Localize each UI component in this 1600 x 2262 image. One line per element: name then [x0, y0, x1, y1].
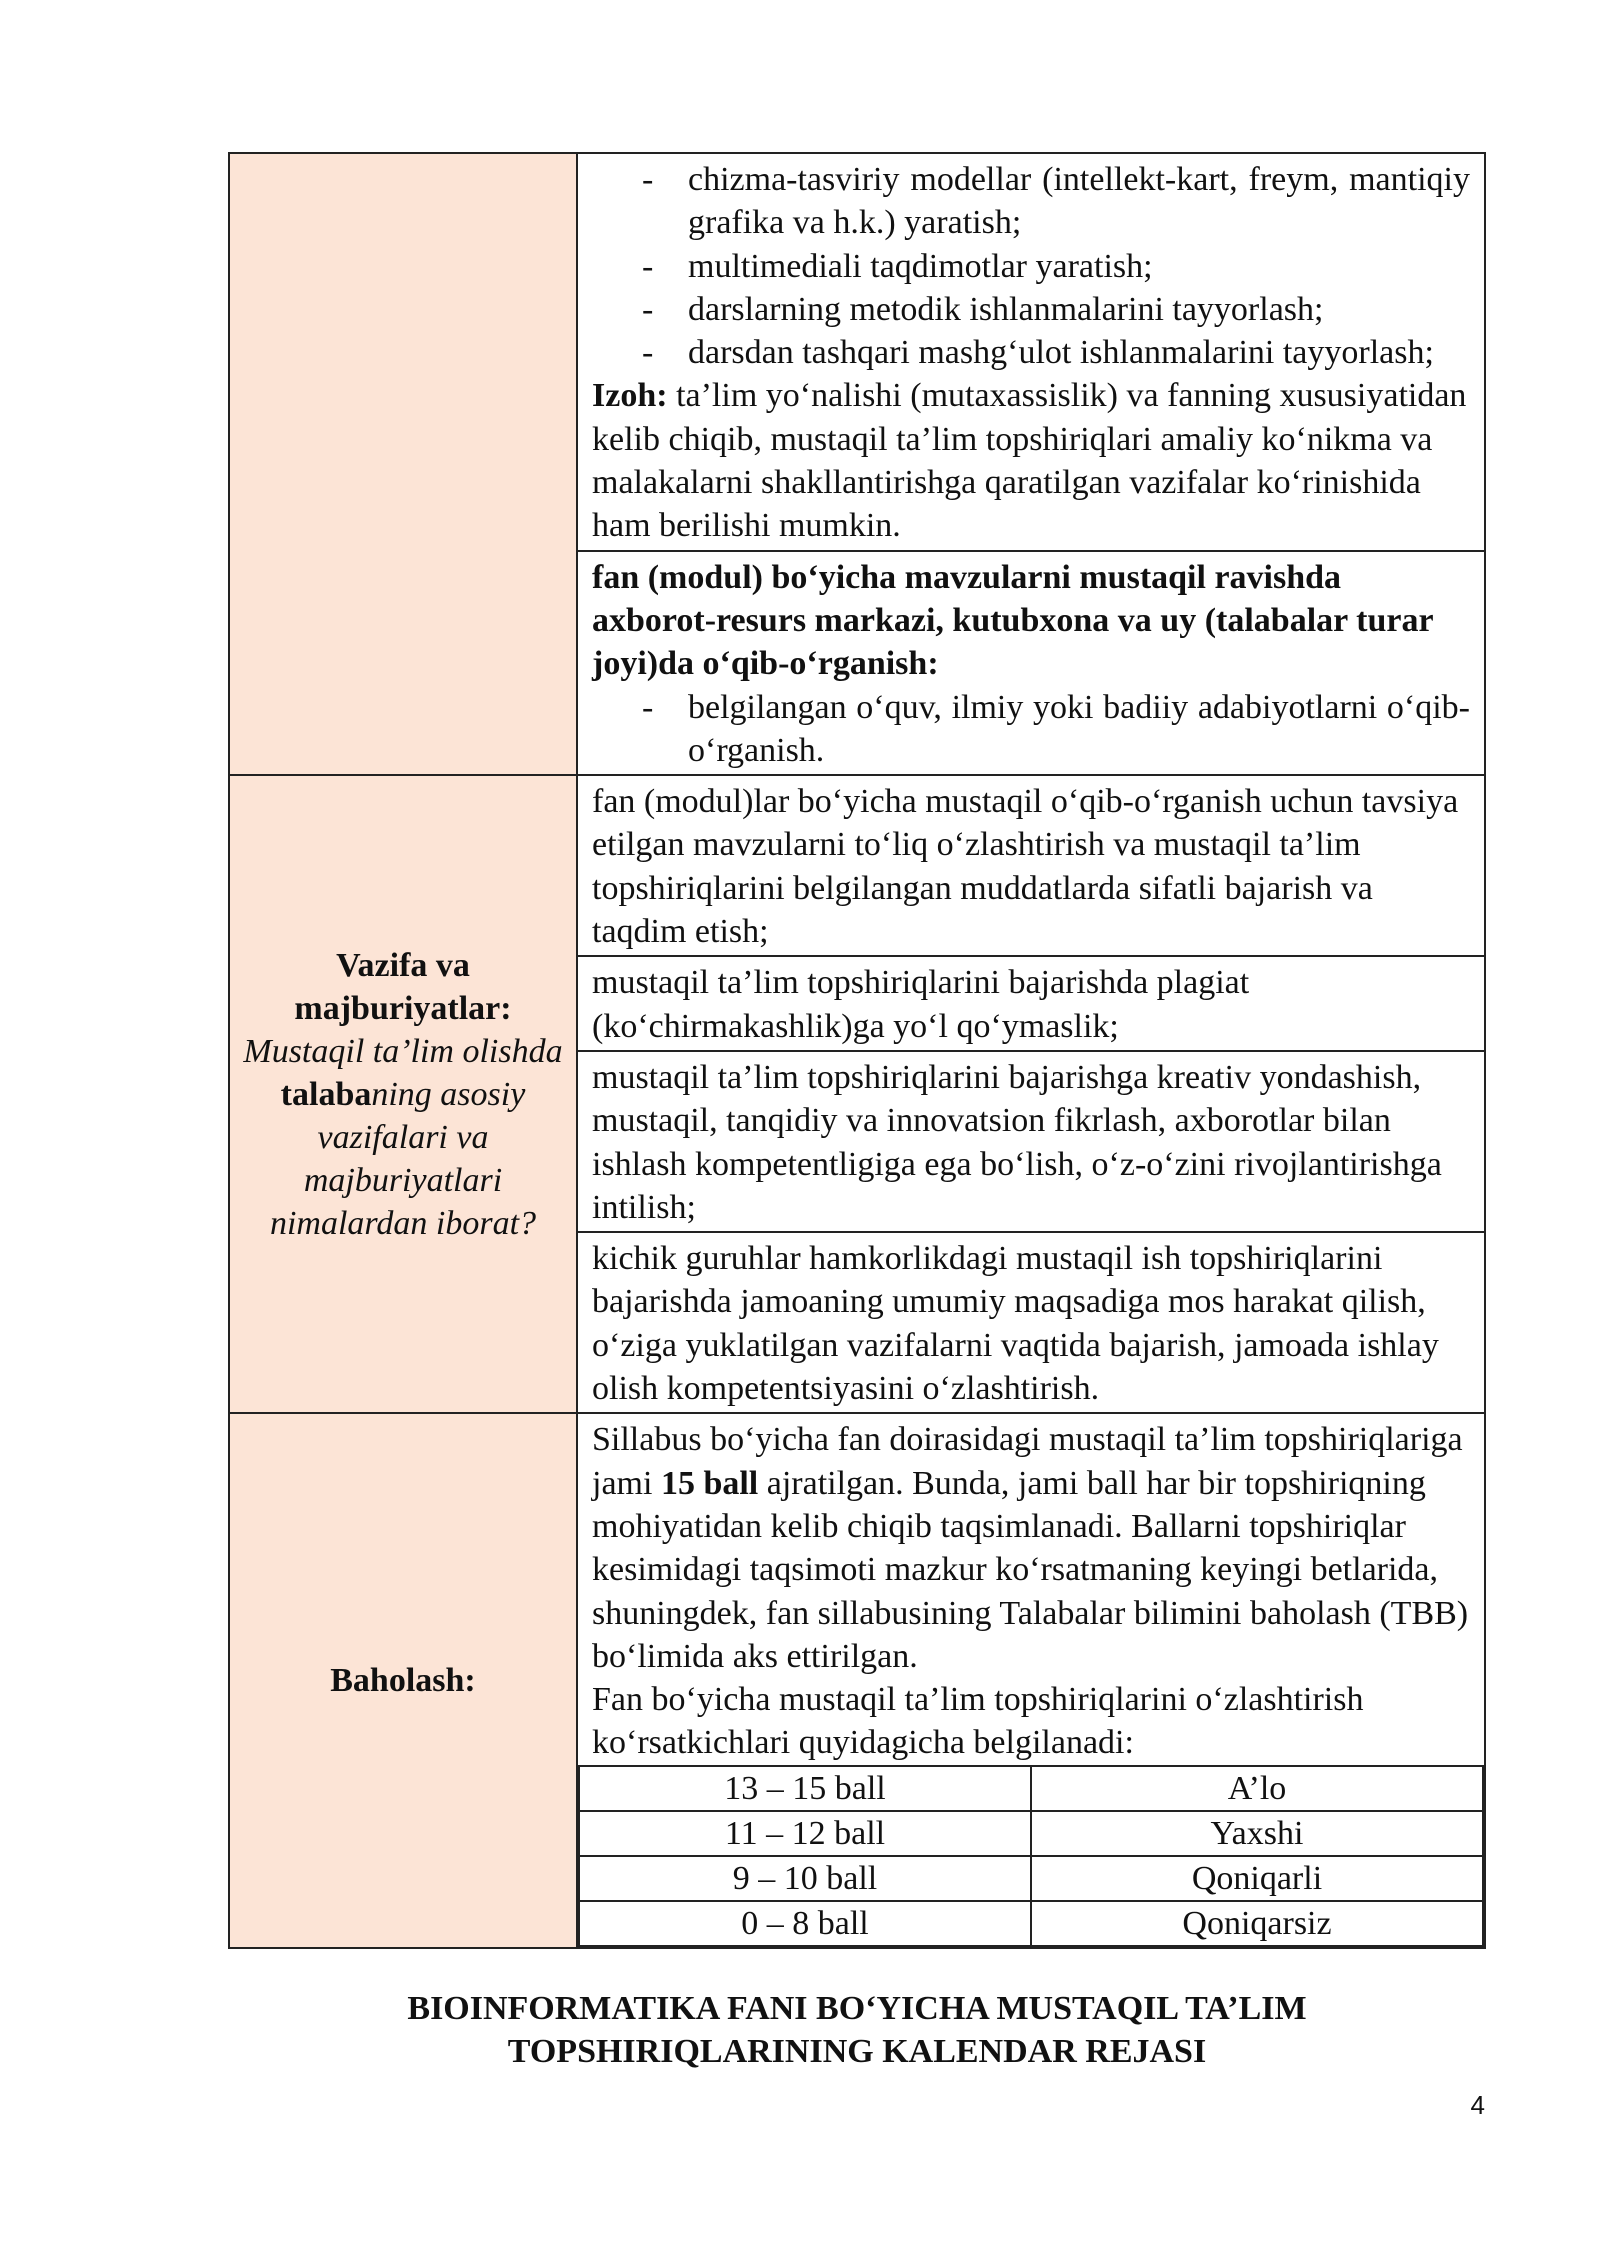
- self-study-cell: [577, 551, 1485, 775]
- note-paragraph: [592, 374, 1470, 547]
- table-row: 9 – 10 ball Qoniqarli: [579, 1856, 1483, 1901]
- duty-row: fan (modul)lar bo‘yicha mustaqil o‘qib-o‘rganish uchun tavsiya etilgan mavzularni to‘liq o‘zlashtirish va mustaqil ta’lim topshiriqlarini belgilangan muddatlarda sifatli bajarish va taqdim etish;: [577, 775, 1485, 956]
- empty-label-cell: [229, 153, 577, 775]
- list-item: - darslarning metodik ishlanmalarini tayyorlash;: [592, 288, 1470, 331]
- note-label: Izoh:: [592, 377, 668, 415]
- grading-title: Baholash:: [330, 1662, 476, 1699]
- grading-cell: [577, 1413, 1485, 1947]
- self-study-heading: fan (modul) bo‘yicha mavzularni mustaqil ravishda axborot-resurs markazi, kutubxona va uy (talabalar turar joyi)da o‘qib-o‘rganish:: [592, 558, 1433, 683]
- grading-label-cell: [229, 1413, 577, 1947]
- duties-label-cell: [229, 775, 577, 1413]
- duty-row: mustaqil ta’lim topshiriqlarini bajarishda plagiat (ko‘chirmakashlik)ga yo‘l qo‘ymaslik;: [577, 956, 1485, 1051]
- duty-row: kichik guruhlar hamkorlikdagi mustaqil ish topshiriqlarini bajarishda jamoaning umumiy maqsadiga mos harakat qilish, o‘ziga yuklatilgan vazifalarni vaqtida bajarish, jamoada ishlay olish kompetentsiyasini o‘zlashtirish.: [577, 1232, 1485, 1413]
- grade-scale-table: [578, 1765, 1484, 1947]
- duty-row: mustaqil ta’lim topshiriqlarini bajarishga kreativ yondashish, mustaqil, tanqidiy va innovatsion fikrlash, axborotlar bilan ishlash kompetentligiga ega bo‘lish, o‘z-o‘zini rivojlantirishga intilish;: [577, 1051, 1485, 1232]
- grading-text: [578, 1414, 1484, 1764]
- page-number: 4: [1470, 2090, 1485, 2120]
- grading-paragraph-2: Fan bo‘yicha mustaqil ta’lim topshiriqlarini o‘zlashtirish ko‘rsatkichlari quyidagicha belgilanadi:: [592, 1681, 1364, 1762]
- table-row: 0 – 8 ball Qoniqarsiz: [579, 1901, 1483, 1946]
- section-heading: BIOINFORMATIKA FANI BO‘YICHA MUSTAQIL TA’LIM TOPSHIRIQLARINING KALENDAR REJASI: [407, 1990, 1307, 2070]
- list-item: - darsdan tashqari mashg‘ulot ishlanmalarini tayyorlash;: [592, 331, 1470, 374]
- table-row: 11 – 12 ball Yaxshi: [579, 1811, 1483, 1856]
- instruction-table: [228, 152, 1486, 1949]
- list-item: - belgilangan o‘quv, ilmiy yoki badiiy adabiyotlarni o‘qib-o‘rganish.: [592, 686, 1470, 773]
- task-list-cell: [577, 153, 1485, 551]
- duties-question: Mustaqil ta’lim olishda talabaning asosiy vazifalari va majburiyatlari nimalardan iborat?: [243, 1032, 563, 1242]
- note-text: ta’lim yo‘nalishi (mutaxassislik) va fanning xususiyatidan kelib chiqib, mustaqil ta’lim topshiriqlari amaliy ko‘nikma va malakalarni shakllantirishga qaratilgan vazifalar ko‘rinishida ham berilishi mumkin.: [592, 377, 1467, 545]
- grading-paragraph: Sillabus bo‘yicha fan doirasidagi mustaqil ta’lim topshiriqlariga jami 15 ball ajratilgan. Bunda, jami ball har bir topshiriqning mohiyatidan kelib chiqib taqsimlanadi. Ballarni topshiriqlar kesimidagi taqsimoti mazkur ko‘rsatmaning keyingi betlarida, shuningdek, fan sillabusining Talabalar bilimini baholash (TBB) bo‘limida aks ettirilgan.: [592, 1421, 1469, 1675]
- list-item: - chizma-tasviriy modellar (intellekt-kart, freym, mantiqiy grafika va h.k.) yaratish;: [592, 158, 1470, 245]
- table-row: 13 – 15 ball A’lo: [579, 1766, 1483, 1811]
- duties-title: Vazifa va majburiyatlar:: [294, 946, 512, 1027]
- list-item: - multimediali taqdimotlar yaratish;: [592, 245, 1470, 288]
